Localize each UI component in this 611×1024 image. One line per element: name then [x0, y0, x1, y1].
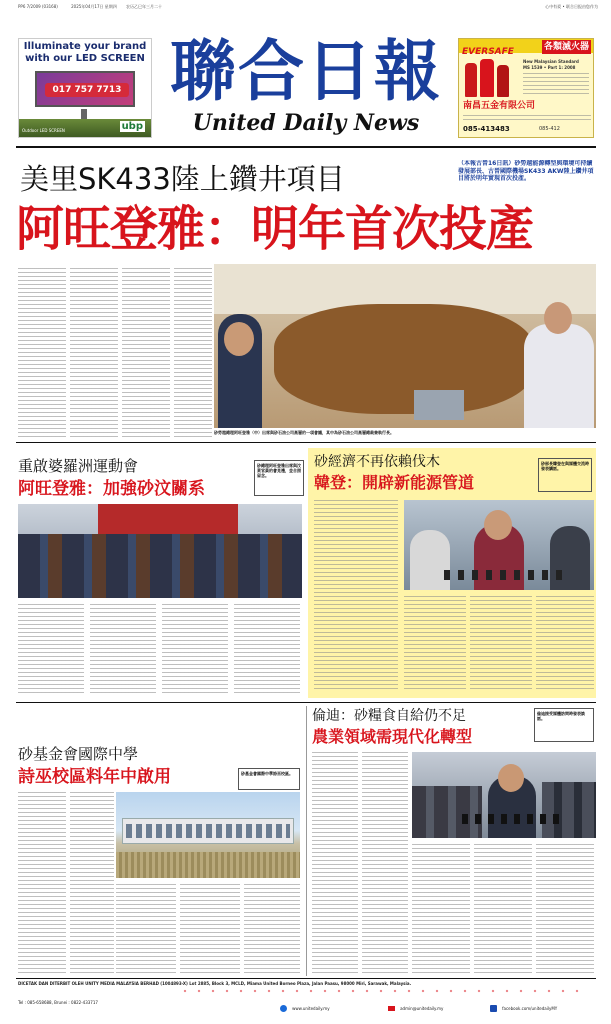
bottom-left-body-col3: [116, 884, 176, 974]
bottom-left-photo[interactable]: [116, 792, 300, 878]
footer-imprint: DICETAK DAN DITERBIT OLEH UNITY MEDIA MALAYSIA BERHAD (1004893-X) Lot 2885, Block 3, MCLD, Miama United Borneo Plaza, Jalan Paasu, 98000 Miri, Sarawak, Malaysia.: [18, 981, 412, 986]
bottom-right-headline: 農業領域需現代化轉型: [312, 727, 473, 746]
left-photo-group: [18, 534, 302, 598]
footer-web-text: www.unitedaily.my: [292, 1006, 330, 1011]
facebook-icon: [490, 1005, 497, 1012]
right-photo-speaker-face: [484, 510, 512, 540]
left-body-col2: [90, 604, 156, 696]
section-rule-2: [16, 702, 596, 703]
lead-body-col4: [174, 268, 212, 438]
lead-photo-face-left: [224, 322, 254, 356]
footer-web[interactable]: [280, 998, 390, 1011]
lead-photo-person-right: [524, 324, 594, 428]
bottom-right-kicker: 倫迪：砂糧食自給仍不足: [312, 708, 466, 724]
ad-eversafe-phone: 085-413483: [463, 125, 510, 133]
footer-dots: [178, 989, 588, 993]
lead-deck: （本報古晉16日訊）砂勞越能源轉型與環境可持續發展部長、古晉國際機場SK433 AKW陸上鑽井項目將於明年實現首次投產。: [458, 160, 594, 182]
bottom-right-photo-crowd-right: [542, 782, 596, 838]
ad-led-brand: ubp: [121, 121, 143, 132]
bottom-left-kicker: 砂基金會國際中學: [18, 745, 139, 763]
footer-facebook-text: facebook.com/unitedailyMY: [502, 1006, 558, 1011]
ad-led-screen[interactable]: [18, 38, 152, 138]
bottom-right-photo-crowd-left: [412, 786, 482, 838]
ad-eversafe-fax: 085-412: [539, 126, 560, 132]
bottom-right-body-col2: [362, 752, 408, 974]
right-headline: 韓登：開辟新能源管道: [314, 473, 475, 492]
ad-eversafe-copy: [523, 73, 589, 97]
bottom-right-body-col4: [474, 844, 532, 974]
column-divider-bottom: [306, 706, 307, 976]
lead-body-col2: [70, 268, 118, 438]
bottom-left-headline: 詩巫校區料年中啟用: [18, 767, 171, 787]
bottom-right-body-col3: [412, 844, 470, 974]
right-photo-person-right: [550, 526, 590, 590]
globe-icon: [280, 1005, 287, 1012]
right-body-col3: [470, 596, 532, 692]
ad-eversafe-brand: EVERSAFE: [462, 47, 514, 57]
lead-photo-table: [274, 304, 534, 414]
ad-eversafe-sub1: New Malaysian Standard: [523, 59, 579, 64]
right-kicker: 砂經濟不再依賴伐木: [314, 454, 440, 470]
bottom-right-box-text: 倫迪接受媒體訪問時發表談話。: [537, 711, 585, 721]
ad-eversafe-extinguishers: [463, 57, 519, 97]
section-rule-1: [16, 442, 596, 443]
ad-eversafe-header: [459, 39, 593, 57]
ad-led-phone: 017 757 7713: [45, 83, 129, 97]
masthead-title-en: United Daily News: [192, 110, 420, 136]
right-body-col4: [536, 596, 594, 692]
left-body-col3: [162, 604, 228, 696]
footer-email[interactable]: [388, 998, 488, 1011]
bottom-left-body-col5: [244, 884, 300, 974]
bottom-left-photo-windows: [126, 824, 290, 838]
ad-eversafe-sub2: MS 1539 • Part 1: 2008: [523, 65, 576, 70]
bottom-left-box-text: 砂基金會國際中學詩巫校區。: [241, 771, 293, 776]
lead-kicker: 美里SK433陸上鑽井項目: [20, 162, 345, 196]
topline-right: 心中有爱 • 联合日报由您作为: [545, 4, 598, 9]
ad-led-small: Outdoor LED SCREEN: [22, 128, 65, 133]
bottom-left-photo-field: [116, 852, 300, 878]
lead-headline: 阿旺登雅：明年首次投產: [16, 201, 534, 257]
bottom-left-body-col1: [18, 792, 66, 974]
left-body-col1: [18, 604, 84, 696]
right-photo[interactable]: [404, 500, 594, 590]
ad-led-headline: Illuminate your brand with our LED SCREEN: [23, 41, 147, 64]
mail-icon: [388, 1006, 395, 1011]
lead-caption: 砂勞越總理阿旺登雅（中）出席與砂石油公司高層的一項會議，其中為砂石油公司高層總裁兼執行長。: [214, 430, 394, 435]
bottom-left-body-col4: [180, 884, 240, 974]
footer-rule: [16, 978, 596, 979]
ad-led-billboard: [35, 71, 135, 107]
right-photo-person-left: [410, 530, 450, 590]
left-box: [254, 460, 304, 496]
left-photo[interactable]: [18, 504, 302, 598]
ad-eversafe-company: 南昌五金有限公司: [463, 101, 536, 111]
lead-photo-face-right: [544, 302, 572, 334]
topline-lunar: 农历乙巳年三月二十: [126, 4, 163, 9]
lead-body-col1: [18, 268, 66, 438]
left-headline: 阿旺登雅：加強砂汶關系: [18, 479, 205, 499]
right-box: [538, 458, 592, 492]
footer-facebook[interactable]: [490, 998, 596, 1011]
left-box-text: 砂總理阿旺登雅出席與汶萊官員的會見禮，並合照留念。: [257, 463, 301, 478]
masthead-rule: [16, 146, 596, 148]
right-body-col2: [404, 596, 466, 692]
left-body-col4: [234, 604, 300, 696]
topline-left: PP6 7/2009 (03168): [18, 4, 58, 9]
lead-photo[interactable]: [214, 264, 596, 428]
bottom-right-box: [534, 708, 594, 742]
topline-date: 2025年04月17日 星期四: [71, 4, 117, 9]
lead-photo-laptop: [414, 390, 464, 420]
bottom-right-photo-mics: [462, 814, 562, 824]
masthead-title-cn: 聯合日報: [170, 32, 442, 110]
bottom-right-body-col5: [536, 844, 594, 974]
ad-eversafe-cn: 各類滅火器: [543, 42, 589, 52]
bottom-right-photo-speaker-face: [498, 764, 524, 792]
bottom-left-body-col2: [70, 792, 114, 974]
footer-tel: Tel : 085-658688, Brunei : 0822-433717: [18, 1000, 98, 1005]
left-kicker: 重啟婆羅洲運動會: [18, 457, 139, 475]
right-box-text: 砂部長韓登在與媒體交流時發表講話。: [541, 461, 589, 471]
ad-eversafe-address: [463, 115, 591, 123]
footer-email-text: admin@unitedaily.my: [400, 1006, 444, 1011]
topline: [18, 4, 598, 12]
lead-body-col3: [122, 268, 170, 438]
ad-eversafe[interactable]: [458, 38, 594, 138]
right-photo-mics: [444, 570, 564, 580]
right-body-col1: [314, 500, 398, 692]
bottom-right-body-col1: [312, 752, 358, 974]
bottom-right-photo[interactable]: [412, 752, 596, 838]
bottom-left-box: [238, 768, 300, 790]
